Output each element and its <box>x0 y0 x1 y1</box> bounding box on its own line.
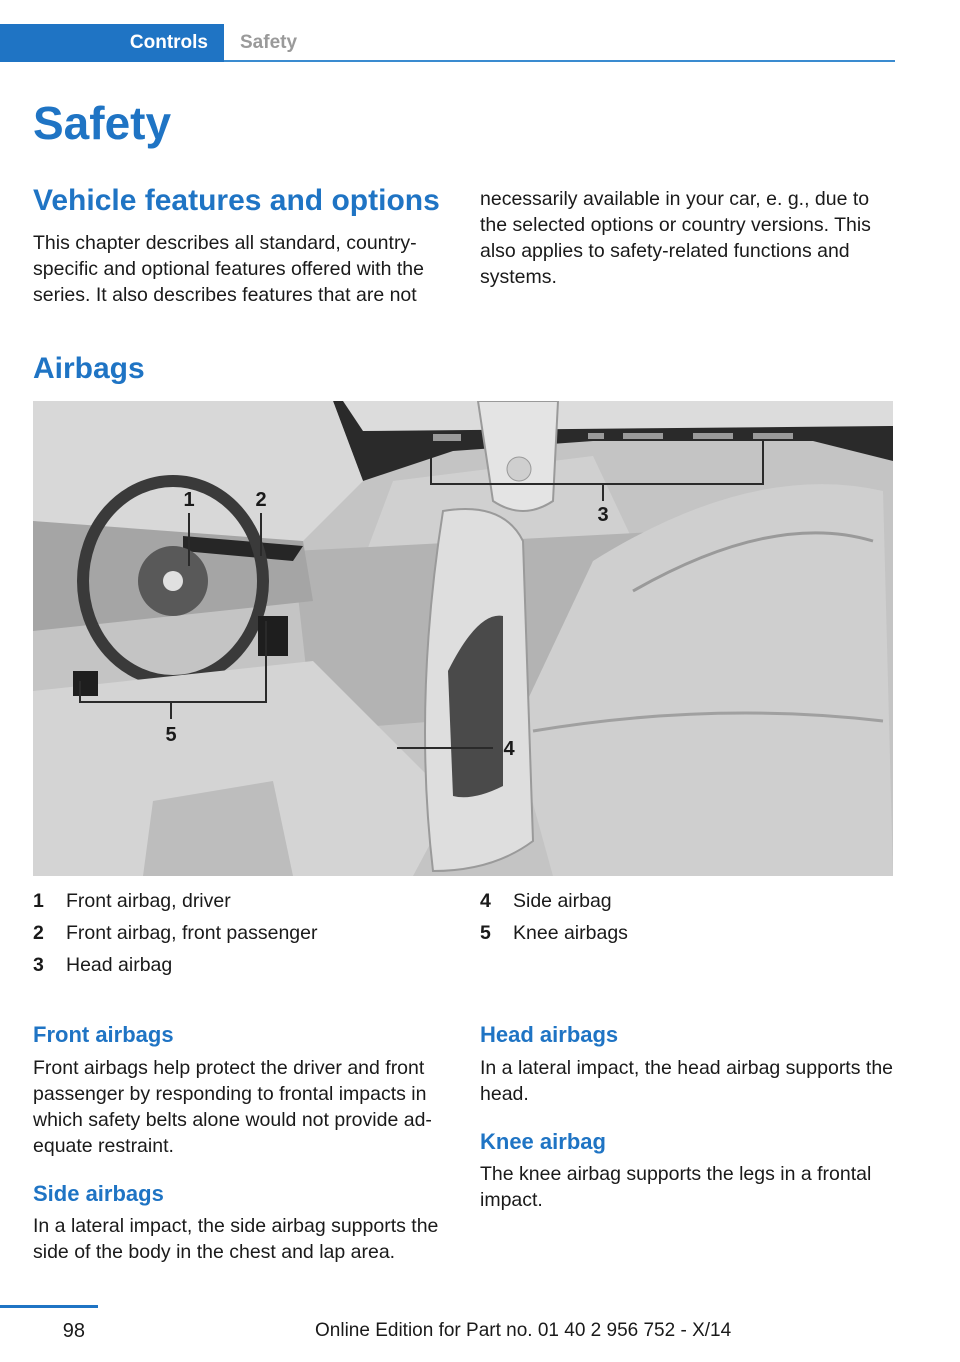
legend-right <box>480 885 628 949</box>
callout-2: 2 <box>255 489 267 511</box>
legend-label: Knee airbags <box>513 922 628 944</box>
legend-item <box>33 917 317 949</box>
callout-3: 3 <box>597 504 609 526</box>
tab-safety[interactable]: Safety <box>240 32 298 53</box>
header-tab-bar <box>0 24 895 62</box>
callout-5: 5 <box>165 724 177 746</box>
vehicle-features-heading: Vehicle features and options <box>33 184 440 217</box>
legend-item <box>33 949 317 981</box>
legend-number: 2 <box>33 922 44 944</box>
side-airbags-text: In a lateral impact, the side airbag supports the side of the body in the chest and lap area. <box>33 1215 439 1263</box>
footer-edition: Online Edition for Part no. 01 40 2 956 752 - X/14 <box>315 1320 732 1341</box>
knee-airbag-text: The knee airbag supports the legs in a frontal impact. <box>480 1163 872 1211</box>
legend-label: Front airbag, front passenger <box>66 922 318 944</box>
legend-number: 1 <box>33 890 44 912</box>
legend-number: 4 <box>480 890 491 912</box>
airbags-heading: Airbags <box>33 352 145 385</box>
head-airbags-text: In a lateral impact, the head airbag supports the head. <box>480 1057 894 1105</box>
callout-1: 1 <box>183 489 195 511</box>
legend-number: 5 <box>480 922 491 944</box>
legend-label: Head airbag <box>66 954 173 976</box>
car-interior-drawing <box>33 401 893 876</box>
knee-airbag-heading: Knee airbag <box>480 1129 606 1154</box>
legend-label: Side airbag <box>513 890 612 912</box>
airbags-illustration <box>33 401 893 876</box>
page-title: Safety <box>33 97 172 149</box>
vehicle-features-text-left: This chapter describes all standard, country-specific and optional features offered with the series. It also describes features that are not <box>33 232 424 306</box>
page-number: 98 <box>62 1320 85 1342</box>
front-airbags-heading: Front airbags <box>33 1022 174 1047</box>
legend-item <box>480 885 628 917</box>
legend-item <box>480 917 628 949</box>
callout-4: 4 <box>503 738 515 760</box>
tab-controls[interactable]: Controls <box>0 24 224 62</box>
footer-divider <box>0 1305 98 1308</box>
legend-label: Front airbag, driver <box>66 890 231 912</box>
legend-number: 3 <box>33 954 44 976</box>
vehicle-features-text-right: necessarily available in your car, e. g., due to the selected options or country versions. This also applies to safety-related functions and systems. <box>480 188 871 288</box>
front-airbags-text: Front airbags help protect the driver and front passenger by responding to frontal impacts in which safety belts alone would not provide ad-equate restraint. <box>33 1057 432 1157</box>
legend-left <box>33 885 317 981</box>
legend-item <box>33 885 317 917</box>
side-airbags-heading: Side airbags <box>33 1181 164 1206</box>
head-airbags-heading: Head airbags <box>480 1022 619 1047</box>
